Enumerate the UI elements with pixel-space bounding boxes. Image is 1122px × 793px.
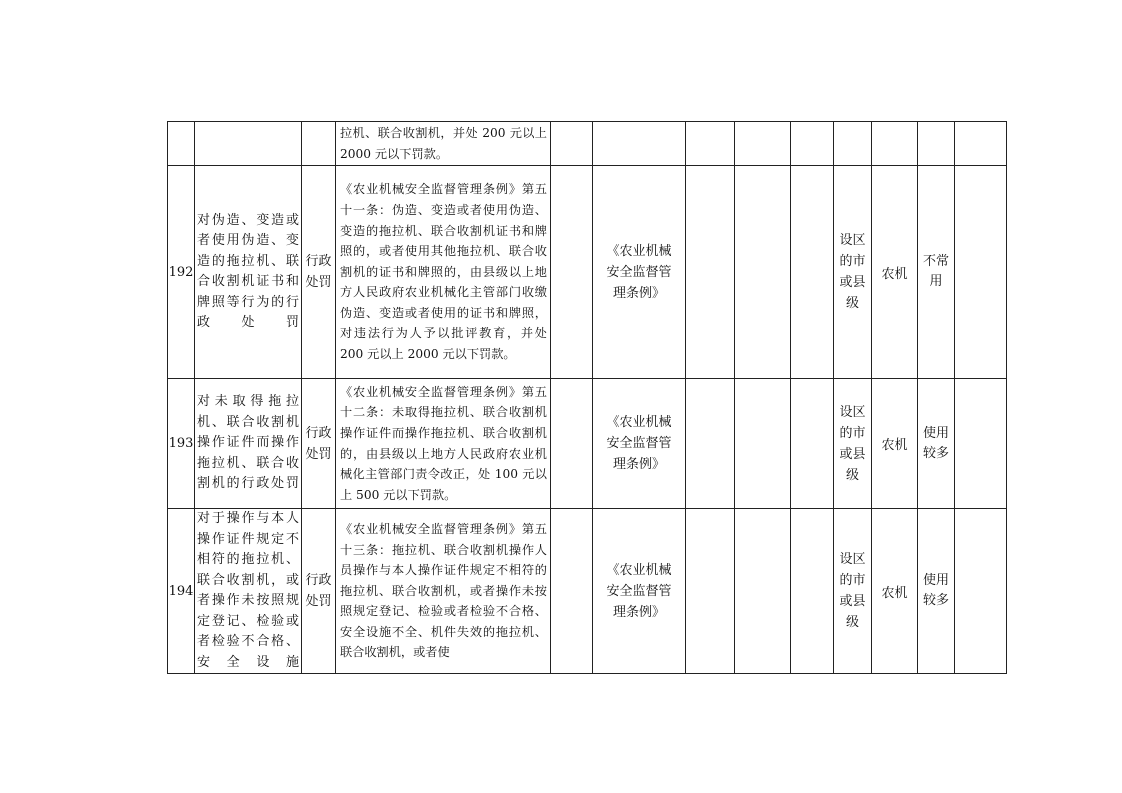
empty-cell [735,166,791,379]
law-source: 《农业机械安全监督管理条例》 [606,415,672,472]
regulation-table [167,121,1007,674]
law-source: 《农业机械安全监督管理条例》 [606,562,672,620]
empty-cell [791,379,834,509]
empty-cell [791,509,834,674]
empty-cell [955,509,1007,674]
item-kind: 行政处罚 [305,425,332,462]
table-row [168,122,1007,166]
usage-frequency [918,122,955,166]
item-name: 对伪造、变造或者使用伪造、变造的拖拉机、联合收割机证书和牌照等行为的行政处罚 [195,166,302,379]
item-kind [302,122,336,166]
row-number [168,122,195,166]
usage-frequency: 不常用 [922,254,949,289]
item-kind: 行政处罚 [305,254,332,290]
usage-frequency: 使用较多 [922,425,949,461]
empty-cell [551,166,593,379]
admin-level: 设区的市或县级 [839,233,866,311]
department: 农机 [872,379,918,509]
empty-cell [551,122,593,166]
item-kind: 行政处罚 [305,573,332,609]
empty-cell [955,166,1007,379]
admin-level: 设区的市或县级 [839,552,866,630]
empty-cell [955,379,1007,509]
item-name: 对于操作与本人操作证件规定不相符的拖拉机、联合收割机，或者操作未按照规定登记、检验或者检验不合格、安全设施 [195,509,302,674]
legal-basis: 《农业机械安全监督管理条例》第五十三条：拖拉机、联合收割机操作人员操作与本人操作证件规定不相符的拖拉机、联合收割机，或者操作未按照规定登记、检验或者检验不合格、安全设施不全、机件失效的拖拉机、联合收割机，或者使 [336,509,551,674]
law-source [593,122,686,166]
table-row [168,509,1007,674]
legal-basis: 《农业机械安全监督管理条例》第五十二条：未取得拖拉机、联合收割机操作证件而操作拖拉机、联合收割机的，由县级以上地方人民政府农业机械化主管部门责令改正，处 100 元以上 500 元以下罚款。 [336,379,551,509]
empty-cell [686,509,735,674]
legal-basis: 《农业机械安全监督管理条例》第五十一条：伪造、变造或者使用伪造、变造的拖拉机、联合收割机证书和牌照的，或者使用其他拖拉机、联合收割机的证书和牌照的，由县级以上地方人民政府农业机械化主管部门收缴伪造、变造或者使用的证书和牌照，对违法行为人予以批评教育，并处 200 元以上 2000 元以下罚款。 [336,166,551,379]
empty-cell [686,379,735,509]
item-name [195,122,302,166]
empty-cell [686,122,735,166]
empty-cell [686,166,735,379]
table-row [168,166,1007,379]
table-row [168,379,1007,509]
empty-cell [551,379,593,509]
row-number: 193 [168,379,195,509]
admin-level [834,122,872,166]
empty-cell [735,509,791,674]
legal-basis: 拉机、联合收割机，并处 200 元以上 2000 元以下罚款。 [336,122,551,166]
usage-frequency: 使用较多 [922,573,949,608]
admin-level: 设区的市或县级 [839,404,866,483]
row-number: 194 [168,509,195,674]
empty-cell [955,122,1007,166]
empty-cell [551,509,593,674]
department: 农机 [872,166,918,379]
empty-cell [791,166,834,379]
department: 农机 [872,509,918,674]
empty-cell [735,122,791,166]
row-number: 192 [168,166,195,379]
item-name: 对未取得拖拉机、联合收割机操作证件而操作拖拉机、联合收割机的行政处罚 [195,379,302,509]
empty-cell [791,122,834,166]
law-source: 《农业机械安全监督管理条例》 [606,243,672,301]
department [872,122,918,166]
empty-cell [735,379,791,509]
